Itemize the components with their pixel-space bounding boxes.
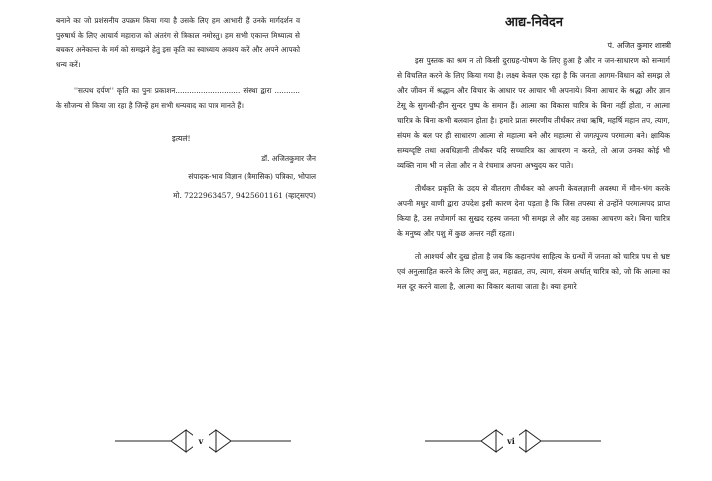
page-number-right: vi [507, 436, 515, 446]
page-heading: आद्य-निवेदन [505, 15, 563, 30]
page-number-ornament-left [0, 426, 356, 456]
right-page [356, 0, 712, 481]
right-body [397, 53, 670, 294]
left-body [56, 14, 300, 114]
closing-text: इत्यलं! [172, 134, 191, 143]
signature-title: संपादक-भाव विज्ञान (त्रैमासिक) पत्रिका, भोपाल [188, 172, 316, 181]
left-paragraph-2: ''सत्पथ दर्पण'' कृति का पुनः प्रकाशन............................ संस्था द्वारा ........... के सौजन्य से किया जा रहा है जिन्हें हम सभी धन्यवाद का पात्र मानते हैं। [56, 86, 300, 110]
left-paragraph-1: बनाने का जो प्रशंसनीय उपक्रम किया गया है उसके लिए हम आभारी हैं उनके मार्गदर्शन व पुरुषार्थ के लिए आचार्य महाराज को अंतरंग से त्रिकाल नमोस्तु। हम सभी एकान्त मिथ्यात्व से बचकर अनेकान्त के मर्म को समझने हेतु इस कृति का स्वाध्याय अवश्य करें और अपने आपको धन्य करें। [56, 16, 300, 69]
author-name: पं. अजित कुमार शास्त्री [607, 41, 671, 50]
right-paragraph-2: तीर्थंकर प्रकृति के उदय से वीतराग तीर्थंकर को अपनी केवलज्ञानी अवस्था में मौन-भंग करके अपनी मधुर वाणी द्वारा उपदेश इसी कारण देना पड़ता है कि जिस तपस्या से उन्होंने परमात्मपद प्राप्त किया है, उस तपोमार्ग का सुखद रहस्य जनता भी समझ ले और वह उसका आचरण करे। बिना चारित्र के मनुष्य और पशु में कुछ अन्तर नहीं रहता। [397, 184, 670, 238]
signature-name: डॉ. अजितकुमार जैन [261, 154, 316, 163]
page-number-left: v [198, 436, 204, 446]
page-number-ornament-right [356, 426, 712, 456]
right-paragraph-1: इस पुस्तक का श्रम न तो किसी दुराग्रह-पोषण के लिए हुआ है और न जन-साधारण को सन्मार्ग से विचलित करने के लिए किया गया है। लक्ष्य केवल एक रहा है कि जनता आगम-विधान को समझ ले और जीवन में श्रद्धान और विचार के आधार पर आचार भी अपनाये। बिना आचार के श्रद्धा और ज्ञान टेसू के सुगन्धी-हीन सुन्दर पुष्प के समान हैं। आत्मा का विकास चारित्र के बिना नहीं होता, न आत्मा चारित्र के बिना कभी बलवान होता है। हमारे प्रातः स्मरणीय तीर्थंकर तथा ऋषि, महर्षि महान तप, त्याग, संयम के बल पर ही साधारण आत्मा से महात्मा बने और महात्मा से जगत्पूज्य परमात्मा बने। क्षायिक सम्यग्दृष्टि तथा अवधिज्ञानी तीर्थंकर यदि सच्चारित्र का आचरण न करते, तो आज उनका कोई भी व्यक्ति नाम भी न लेता और न वे रंचमात्र अपना अभ्युदय कर पाते। [397, 56, 670, 170]
right-paragraph-3: तो आश्चर्य और दुख होता है जब कि कहानपंथ साहित्य के ग्रन्थों में जनता को चारित्र पथ से भ्रष्ट एवं अनुत्साहित करने के लिए अणु व्रत, महाव्रत, तप, त्याग, संयम अर्थात् चारित्र को, जो कि आत्मा का मल दूर करने वाला है, आत्मा का विकार बताया जाता है। क्या हमारे [397, 252, 670, 291]
signature-phone: मो. 7222963457, 9425601161 (व्हाट्सएप) [173, 191, 316, 200]
ornament-divider-icon [356, 426, 712, 456]
ornament-divider-icon [0, 426, 356, 456]
